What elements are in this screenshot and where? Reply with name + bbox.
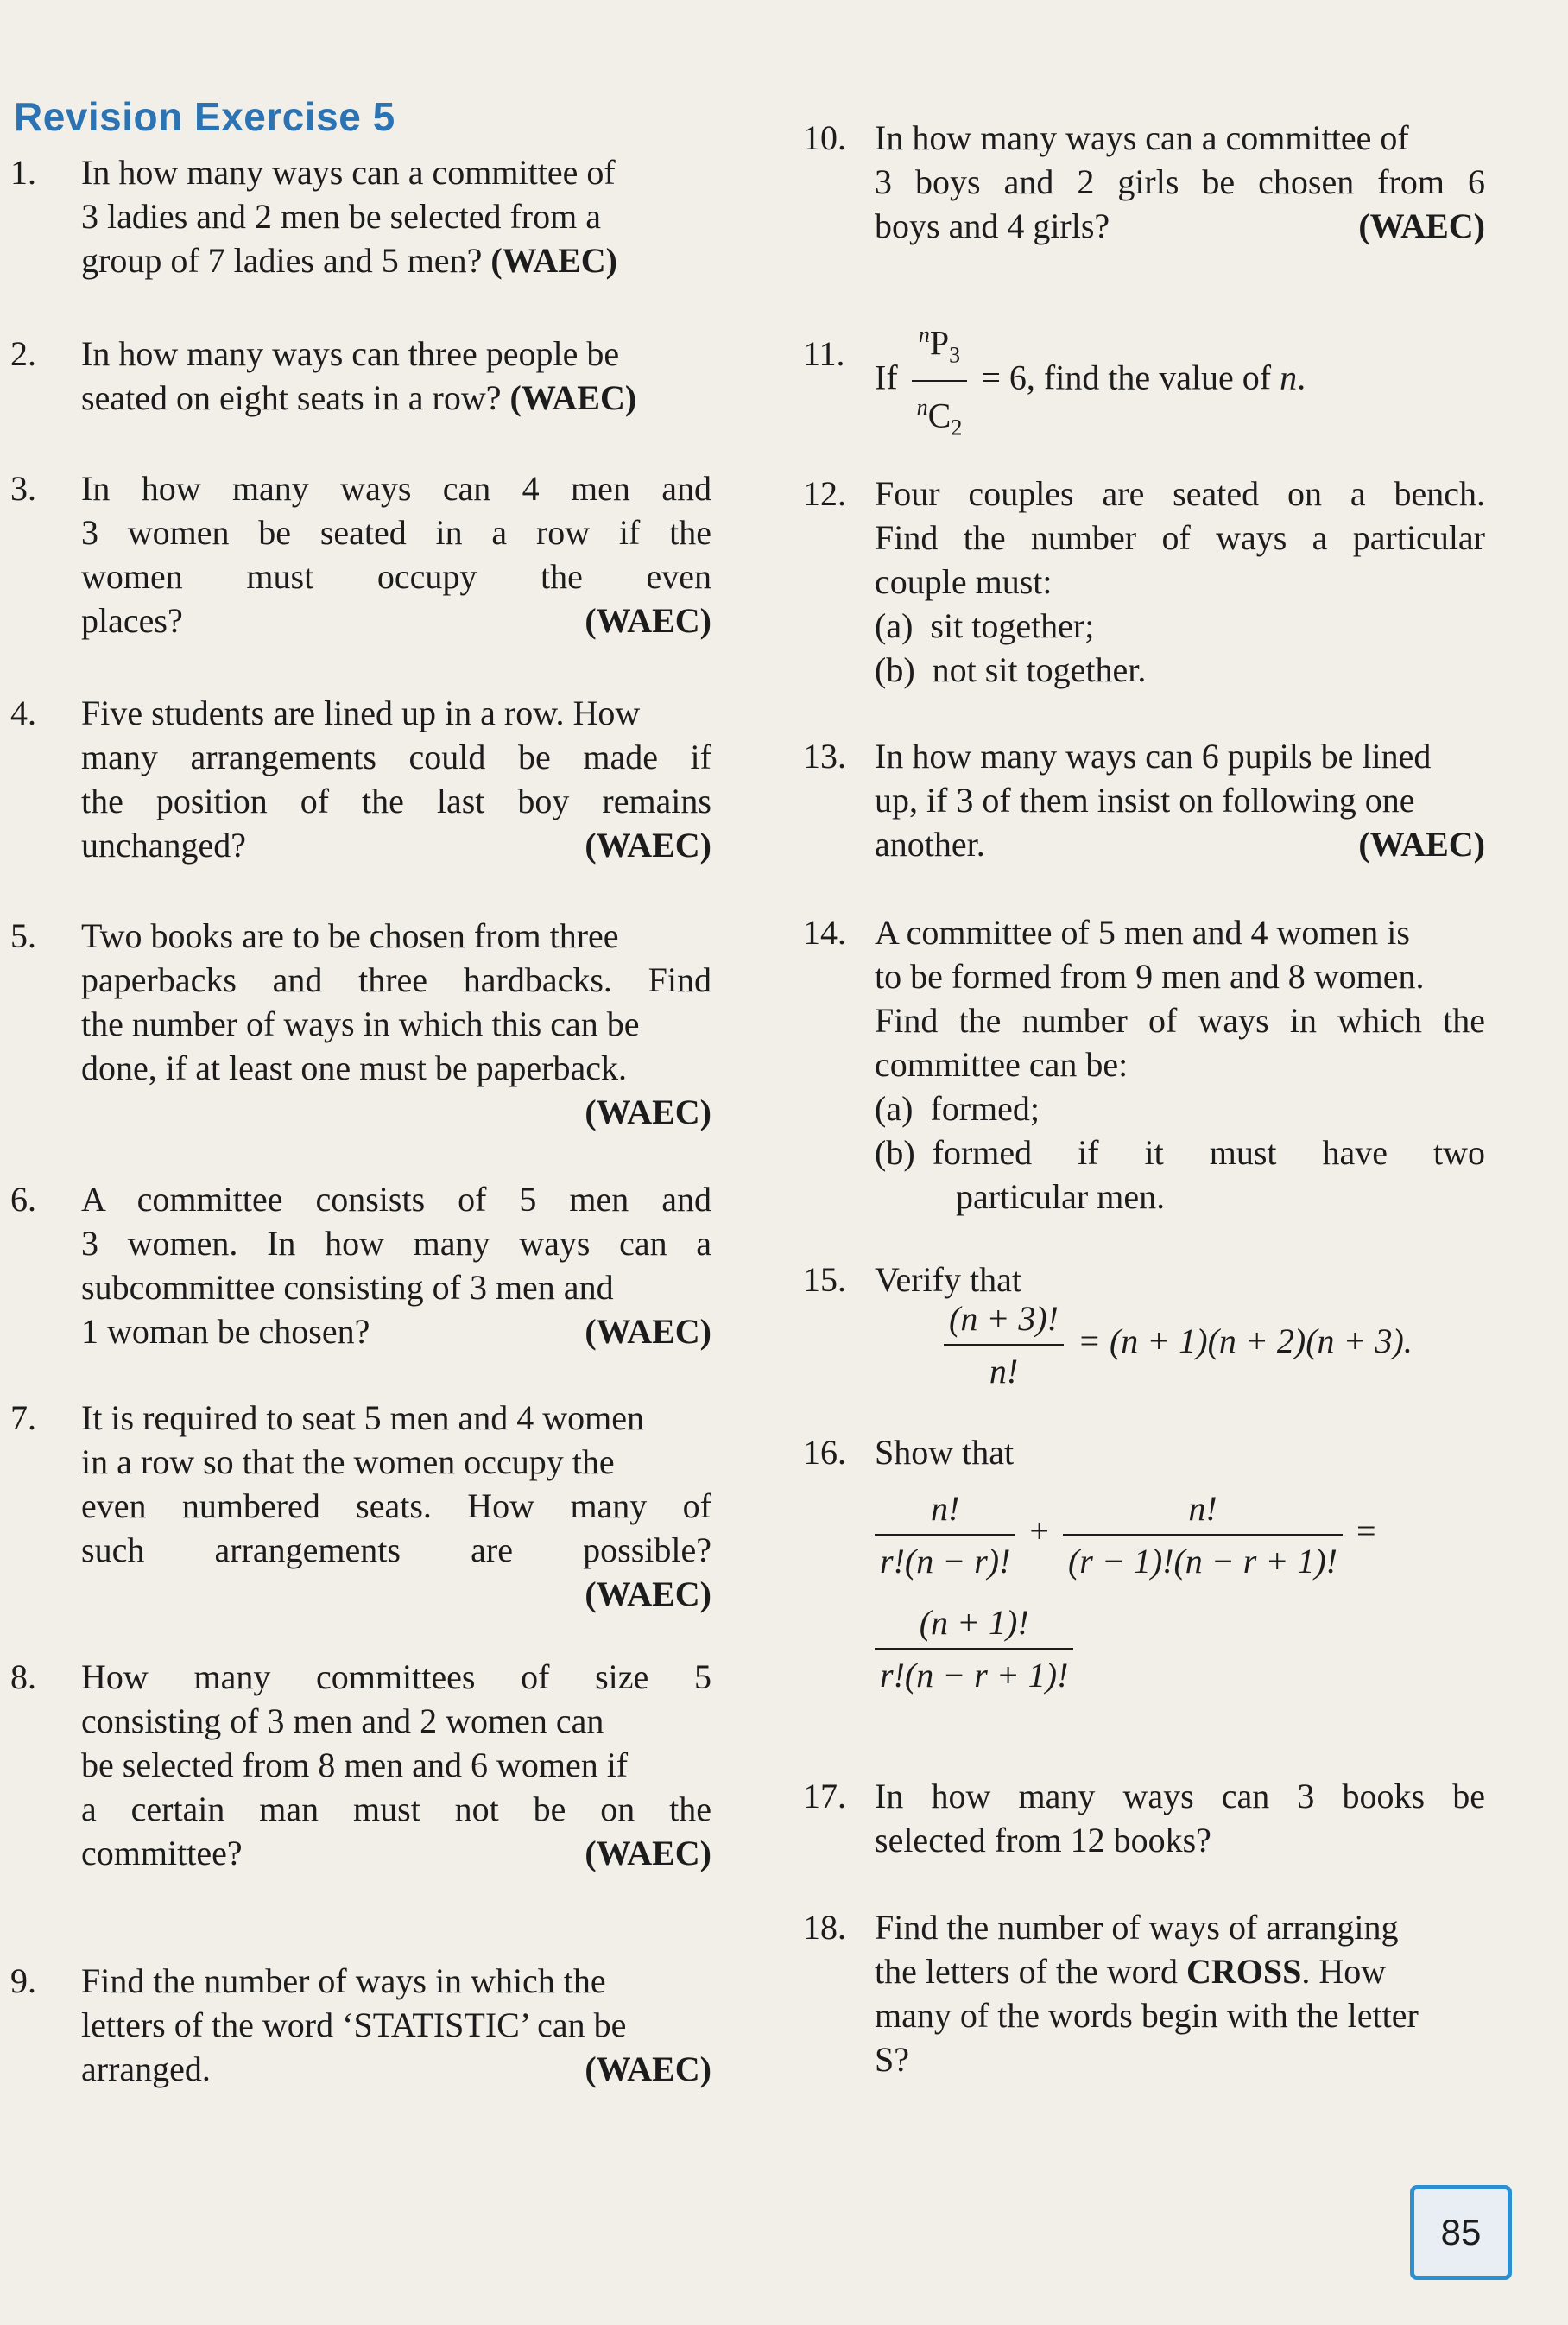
source-tag: (WAEC) (585, 1093, 711, 1131)
question-number: 10. (803, 118, 846, 157)
source-tag: (WAEC) (1358, 825, 1485, 864)
source-tag: (WAEC) (585, 2049, 711, 2088)
factorial-identity: $\frac{(n + 3)!}{n!}$ = (n + 1)(n + 2)(n + 3). (875, 1296, 1485, 1393)
question-number: 13. (803, 737, 846, 776)
exercise-heading: Revision Exercise 5 (14, 94, 395, 139)
question-number: 11. (803, 334, 845, 373)
source-tag: (WAEC) (585, 826, 711, 865)
question-number: 12. (803, 474, 846, 513)
source-tag: (WAEC) (509, 378, 637, 417)
question-number: 15. (803, 1260, 846, 1299)
source-tag: (WAEC) (585, 1312, 711, 1351)
question-number: 6. (10, 1180, 36, 1219)
question-number: 14. (803, 913, 846, 952)
question-number: 2. (10, 334, 36, 373)
question-number: 7. (10, 1398, 36, 1437)
question-number: 17. (803, 1777, 846, 1815)
question-number: 4. (10, 694, 36, 732)
question-number: 18. (803, 1908, 846, 1947)
combination-identity: $\frac{n!}{r!(n - r)!}$ + $\frac{n!}{(r - 1)!(n - r + 1)!}$ = (875, 1486, 1485, 1583)
permutation-over-combination: $\frac{^nP_3}{^nC_2}$ (912, 313, 968, 450)
source-tag: (WAEC) (585, 601, 711, 640)
source-tag: (WAEC) (585, 1574, 711, 1613)
source-tag: (WAEC) (585, 1834, 711, 1872)
question-number: 9. (10, 1961, 36, 2000)
source-tag: (WAEC) (490, 241, 617, 280)
question-number: 3. (10, 469, 36, 508)
question-number: 16. (803, 1433, 846, 1472)
page-number-badge: 85 (1410, 2185, 1512, 2280)
question-number: 8. (10, 1657, 36, 1696)
question-number: 5. (10, 916, 36, 955)
question-number: 1. (10, 153, 36, 192)
source-tag: (WAEC) (1358, 206, 1485, 245)
textbook-page: Revision Exercise 5 1. In how many ways can a committee of 3 ladies and 2 men be selected from a group of 7 ladies and 5 men? (WAEC) 2. In how many ways can three people be seated on eight seats in a row? (WAEC) 3. In how many ways can 4 men and 3 women be seated in a row if the women must occupy the even places? (WAEC) 4. Five students are lined up in a row. How many arrangements could be made if the position of the last boy remains unchanged? (WAEC) 5. Two books are to be chosen from three paperbacks and three hardbacks. Find the number of ways in which this can be done, if at least one must be paperback. (WAEC) 6. A committee consists of 5 men and 3 women. In how many ways can a subcommittee consisting of 3 men and 1 woman be chosen? (WAEC) 7. It is required to seat 5 men and 4 women in a row so that the women occupy the even numbered seats. How many of such arrangements are possible? (WAEC) 8. How many committees of size 5 consisting of 3 men and 2 women can be selected from 8 men and 6 women if a certain man must not be on the committee? (WAEC) 9. Find the number of ways in which the letters of the word ‘STATISTIC’ can be arranged. (WAEC) 10. In how many ways can a committee of 3 boys and 2 girls be chosen from 6 boys and 4 girls? (WAEC) 11. If $\frac{^nP_3}{^nC_2}$ = 6, find the value of n. 12. Four couples are seated on a bench. Find the number of ways a particular couple must: (a) sit together; (b) not sit together. 13. In how many ways can 6 pupils be lined up, if 3 of them insist on following one another. (WAEC) 14. A committee of 5 men and 4 women is to be formed from 9 men and 8 women. Find the number of ways in which the committee can be: (a) formed; (b) formed if it must have two particular men. 15. Verify that $\frac{(n + 3)!}{n!}$ = (n + 1)(n + 2)(n + 3). 16. Show that $\frac{n!}{r!(n - r)!}$ + $\frac{n!}{(r - 1)!(n - r + 1)!}$ = $\frac{(n + 1)!}{r!(n - r + 1)!}$ 17. In how many ways can 3 books be selected from 12 books? 18. Find the number of ways of arranging the letters of the word CROSS. How many of the words begin with the letter S? 85 (0, 0, 1568, 2325)
